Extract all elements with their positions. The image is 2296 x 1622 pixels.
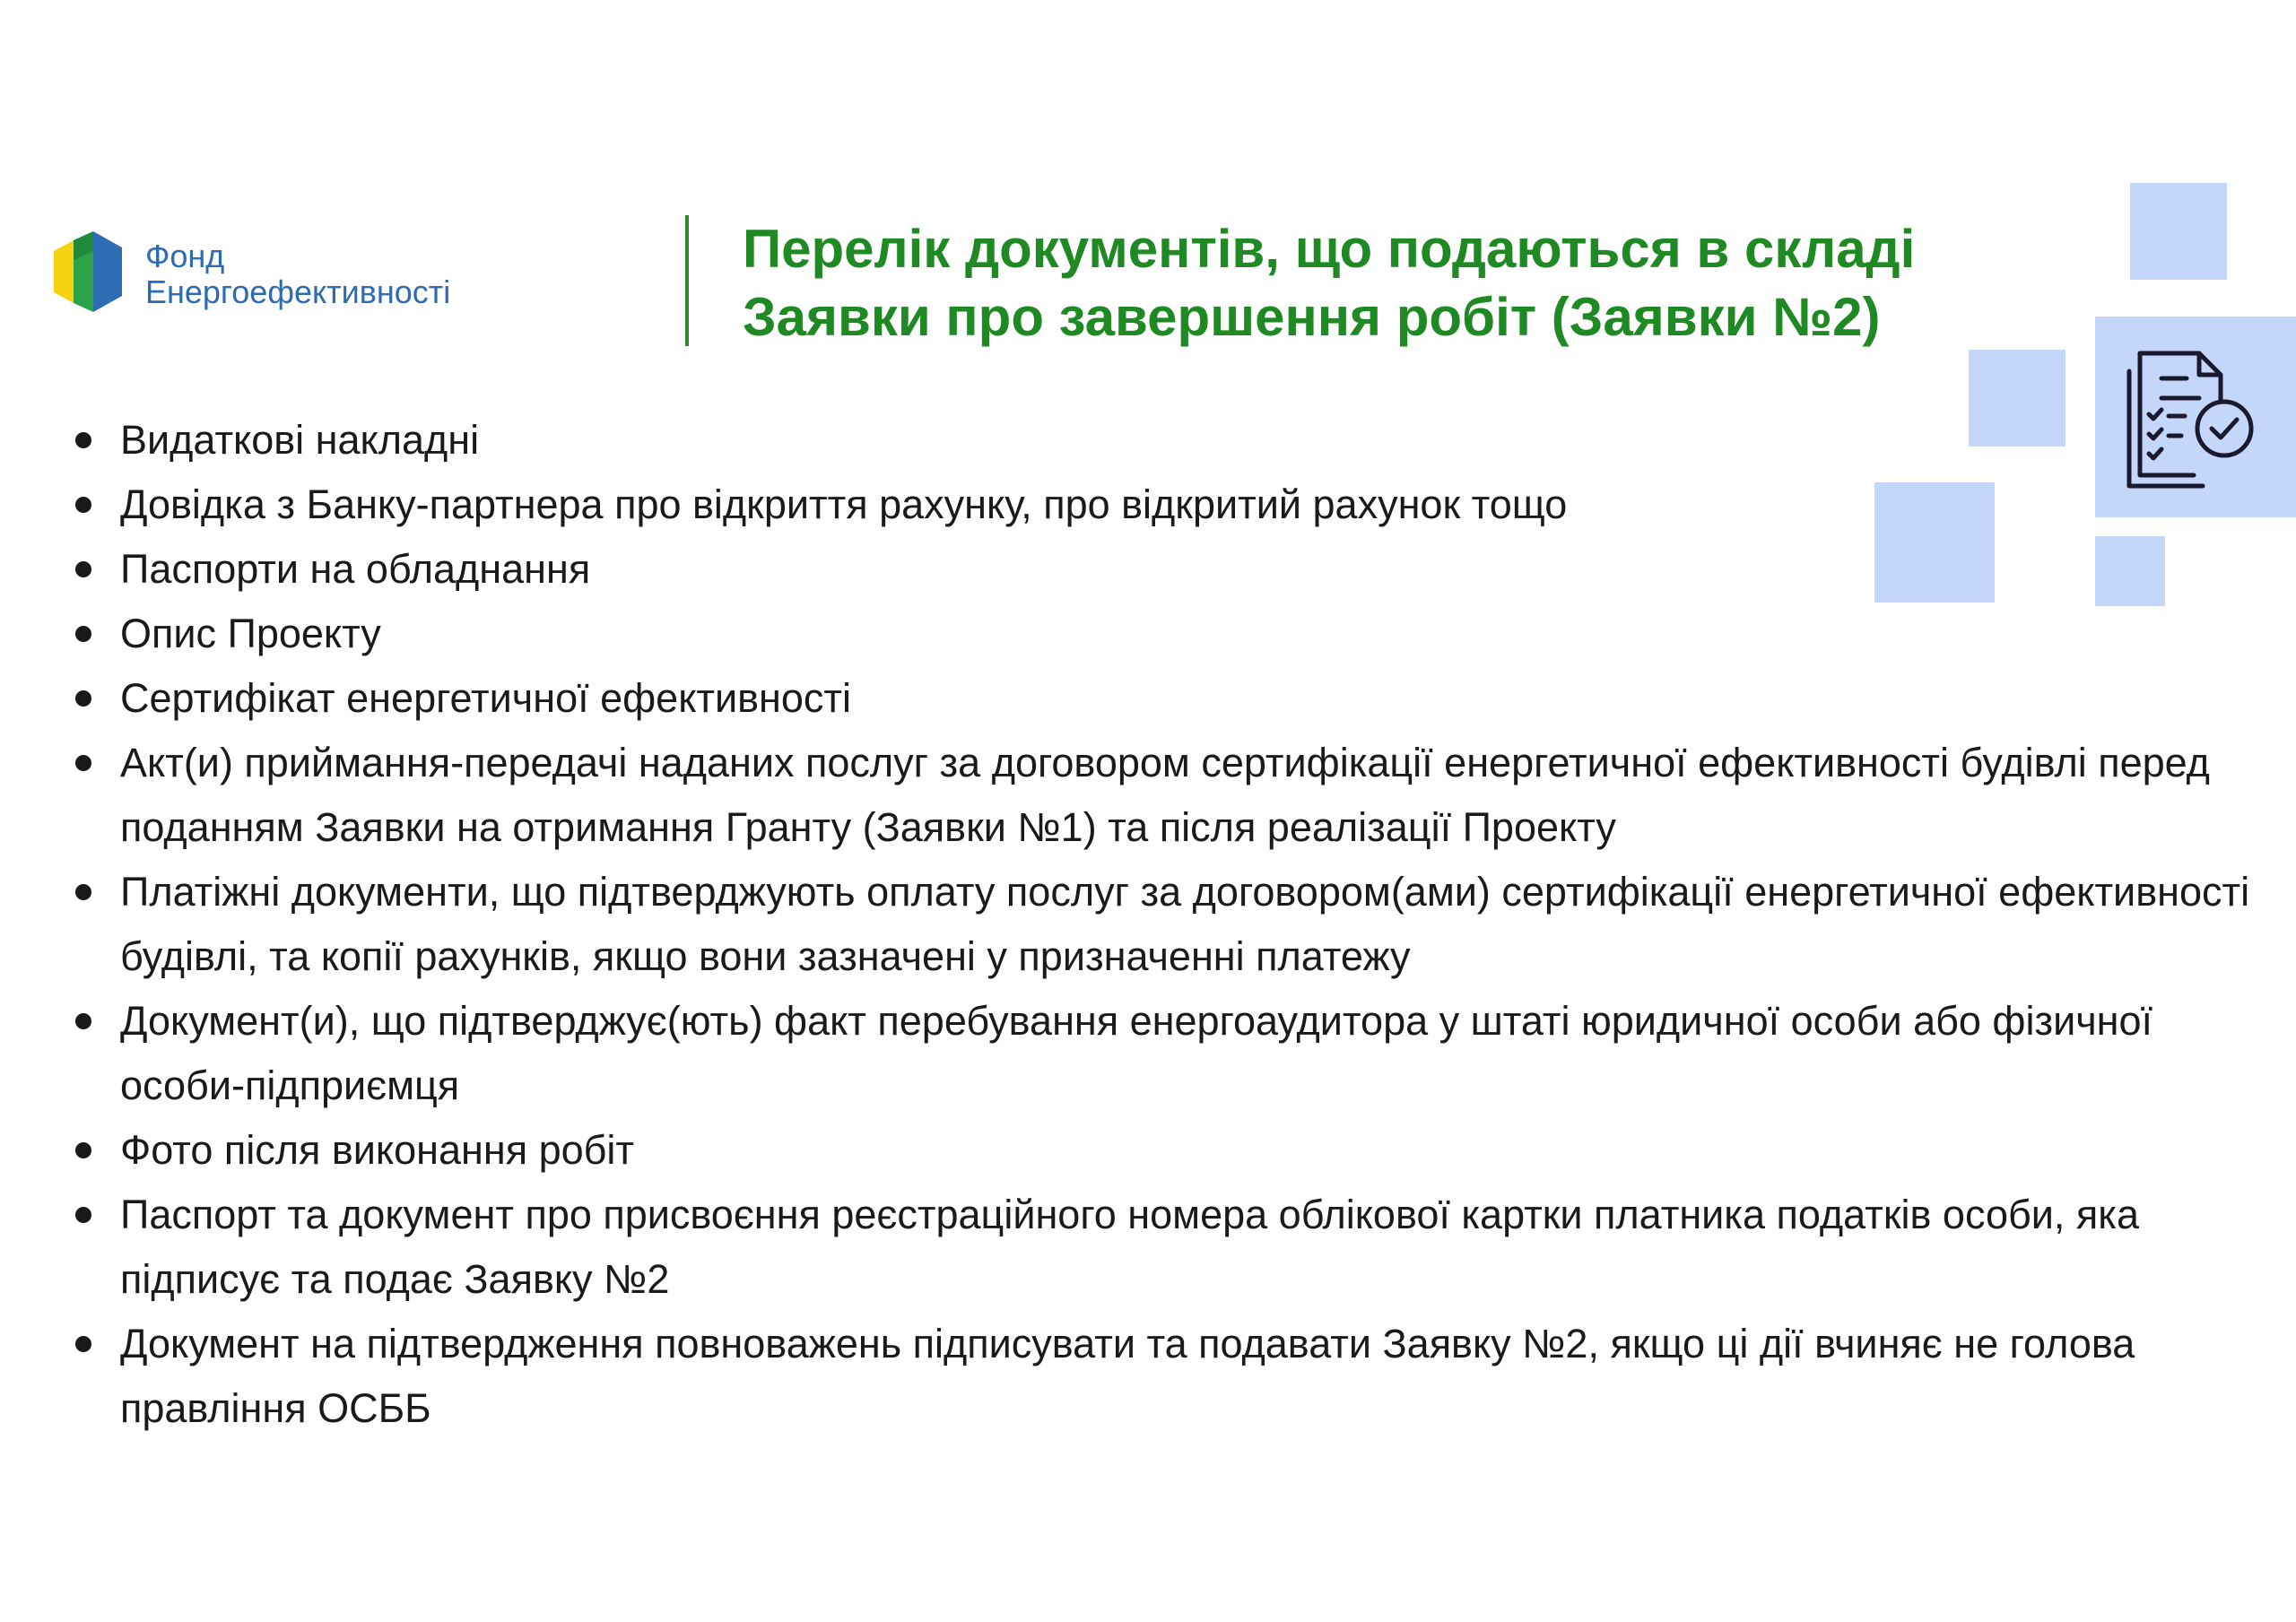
page-title (743, 215, 1915, 351)
list-item: Документ на підтвердження повноважень підписувати та подавати Заявку №2, якщо ці дії вчиняє не голова правління ОСББ (70, 1312, 2258, 1441)
energy-fund-logo-icon (54, 231, 122, 312)
page-title-line-2: Заявки про завершення робіт (Заявки №2) (743, 287, 1881, 347)
list-item: Документ(и), що підтверджує(ють) факт перебування енергоаудитора у штаті юридичної особи або фізичної особи-підприємця (70, 989, 2258, 1118)
list-item: Паспорт та документ про присвоєння реєстраційного номера облікової картки платника податків особи, яка підписує та подає Заявку №2 (70, 1183, 2258, 1312)
logo-line-2: Енергоефективності (145, 273, 451, 310)
list-item: Опис Проекту (70, 602, 2258, 666)
list-item: Довідка з Банку-партнера про відкриття рахунку, про відкритий рахунок тощо (70, 473, 2258, 537)
page-title-line-1: Перелік документів, що подаються в складі (743, 219, 1916, 279)
header-divider (685, 215, 689, 346)
documents-list (70, 408, 2258, 1441)
list-item: Паспорти на обладнання (70, 537, 2258, 602)
logo-wordmark (145, 239, 450, 310)
list-item: Фото після виконання робіт (70, 1118, 2258, 1183)
list-item: Сертифікат енергетичної ефективності (70, 666, 2258, 731)
list-item: Платіжні документи, що підтверджують оплату послуг за договором(ами) сертифікації енергетичної ефективності будівлі, та копії рахунків, якщо вони зазначені у призначенні платежу (70, 860, 2258, 989)
fund-logo (54, 231, 520, 321)
deco-square-top (2130, 183, 2227, 280)
logo-line-1: Фонд (145, 238, 225, 274)
list-item: Акт(и) приймання-передачі наданих послуг за договором сертифікації енергетичної ефективності будівлі перед поданням Заявки на отримання Гранту (Заявки №1) та після реалізації Проекту (70, 731, 2258, 860)
list-item: Видаткові накладні (70, 408, 2258, 473)
